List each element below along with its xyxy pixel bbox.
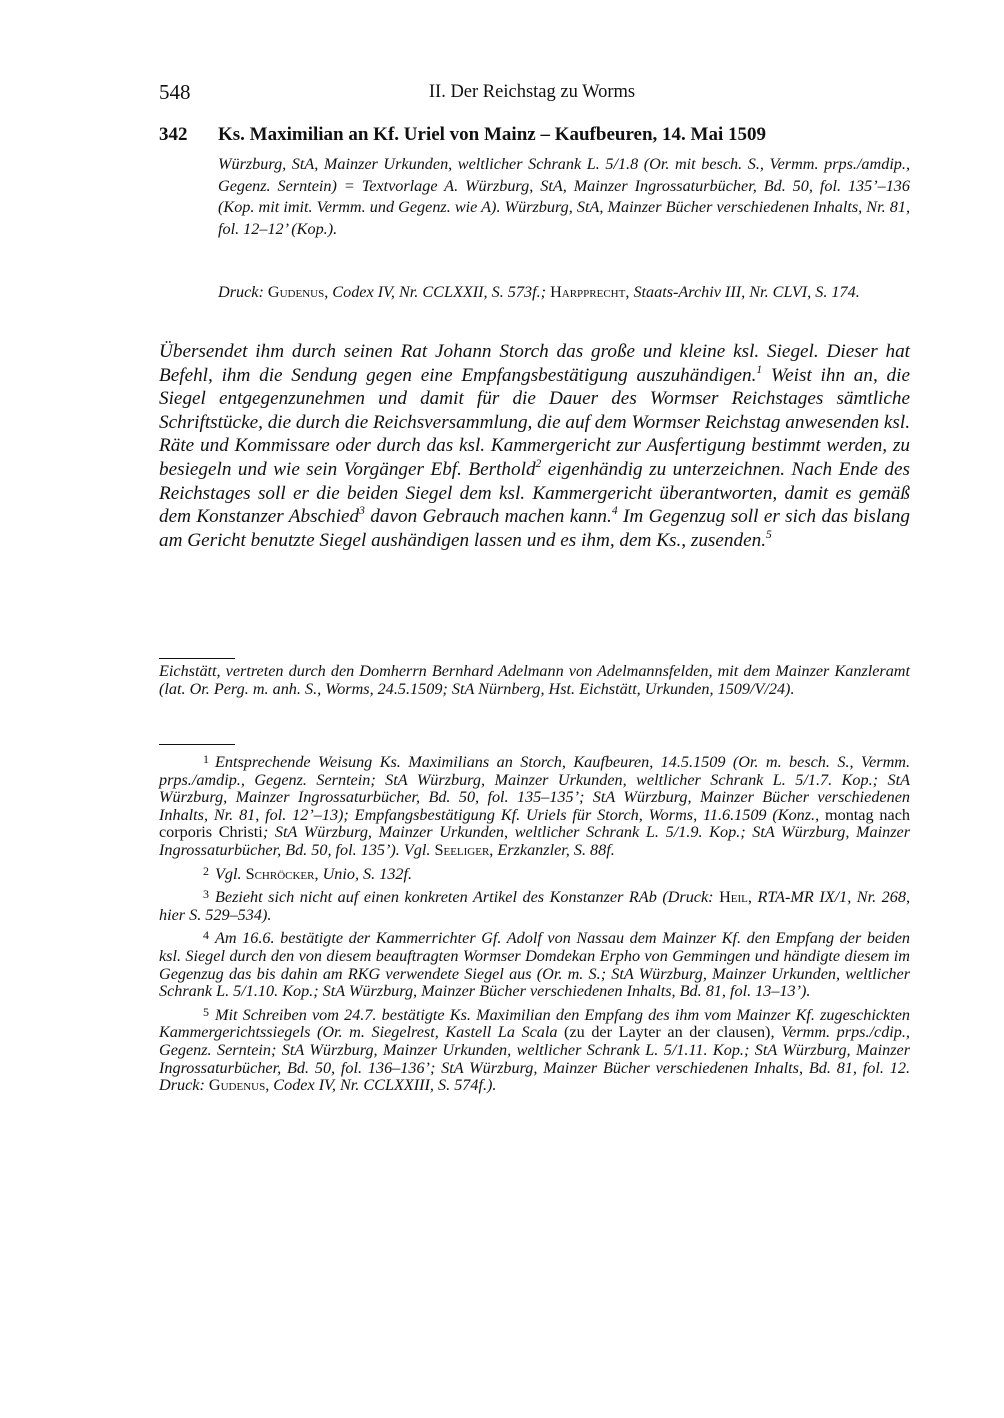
footnote-text: Erzkanzler, S. 88f. — [493, 840, 615, 859]
footnote-text: Vgl. — [215, 864, 246, 883]
footnote-3 — [159, 886, 910, 924]
footnote-mark: 5 — [203, 1004, 209, 1019]
footnote-ref[interactable]: 4 — [611, 505, 618, 518]
footnotes — [159, 751, 910, 1098]
print-references — [218, 282, 910, 304]
print-author: Harpprecht, — [550, 283, 630, 301]
carryover-footnote: Eichstätt, vertreten durch den Domherrn Bernhard Adelmann von Adelmannsfelden, mit dem Mainzer Kanzleramt (lat. Or. Perg. m. anh. S., Worms, 24.5.1509; StA Nürnberg, Hst. Eichstätt, Urkunden, 1509/V/24). — [159, 662, 910, 698]
footnote-mark: 3 — [203, 887, 209, 902]
document-number: 342 — [159, 124, 188, 145]
regest-segment: Im Gegenzug soll er sich das bislang am Gericht benutzte Siegel aushändigen lassen und es ihm, dem Ks., zusenden. — [159, 506, 911, 551]
footnote-quote: (zu der Layter an der clausen) — [557, 1023, 771, 1042]
footnote-ref[interactable]: 5 — [766, 528, 772, 541]
footnote-author: Seeliger, — [434, 840, 494, 859]
footnote-text: Am 16.6. bestätigte der Kammerrichter Gf. Adolf von Nassau dem Mainzer Kf. den Empfang der beiden ksl. Siegel durch den von diesem beauftragten Wormser Domdekan Erpho von Gemmingen und händigte diesem im Gegenzug das bis dahin am RKG verwendete Siegel aus (Or. m. S.; StA Würzburg, Mainzer Urkunden, weltlicher Schrank L. 5/1.10. Kop.; StA Würzburg, Mainzer Bücher verschiedenen Inhalts, Bd. 81, fol. 13–13’). — [159, 929, 910, 1001]
print-author: Gudenus, — [267, 283, 329, 301]
footnote-author: Heil, — [719, 888, 752, 907]
regest-segment: eigenhändig zu unterzeichnen. Nach Ende des Reichstages soll er die beiden Siegel dem ksl. Kammergericht überantworten, damit es gemäß dem Konstanzer Abschied — [159, 458, 911, 528]
regest-segment: davon Gebrauch machen kann. — [364, 506, 612, 528]
footnote-ref[interactable]: 1 — [756, 363, 763, 376]
regest-text — [159, 340, 910, 552]
page-number: 548 — [159, 80, 191, 104]
footnote-4 — [159, 927, 910, 1000]
running-head: II. Der Reichstag zu Worms — [428, 82, 636, 102]
footnote-text: RTA-MR IX/1, Nr. 268, hier S. 529–534). — [159, 888, 910, 924]
footnote-mark: 4 — [203, 928, 209, 943]
footnote-text: Mit Schreiben vom 24.7. bestätigte Ks. Maximilian den Empfang des ihm vom Mainzer Kf. zugeschickten Kammergerichtssiegels (Or. m. Siegelrest, Kastell La Scala — [159, 1005, 910, 1042]
footnote-text: Codex IV, Nr. CCLXXIII, S. 574f.). — [269, 1076, 497, 1095]
footnote-mark: 1 — [203, 752, 209, 766]
footnote-quote: montag nach corporis Christi — [159, 805, 910, 842]
footnote-text: Unio, S. 132f. — [318, 864, 413, 883]
print-reference: Codex IV, Nr. CCLXXII, S. 573f.; — [332, 283, 547, 301]
print-reference: Staats-Archiv III, Nr. CLVI, S. 174. — [633, 283, 860, 301]
regest-segment: Weist ihn an, die Siegel entgegenzunehmen und damit für die Dauer des Wormser Reichstages sämtliche Schriftstücke, die durch die Reichsversammlung, die auf dem Wormser Reichstag anwesenden ksl. Räte und Kommissare oder durch das ksl. Kammergericht zur Ausfertigung bestimmt werden, zu besiegeln und wie sein Vorgänger Ebf. Berthold — [159, 364, 910, 480]
footnote-divider — [159, 658, 235, 659]
source-apparatus: Würzburg, StA, Mainzer Urkunden, weltlicher Schrank L. 5/1.8 (Or. mit besch. S., Vermm. prps./amdip., Gegenz. Serntein) = Textvorlage A. Würzburg, StA, Mainzer Ingrossaturbücher, Bd. 50, fol. 135’–136 (Kop. mit imit. Vermm. und Gegenz. wie A). Würzburg, StA, Mainzer Bücher verschiedenen Inhalts, Nr. 81, fol. 12–12’ (Kop.). — [218, 155, 910, 238]
footnote-author: Schröcker, — [245, 864, 319, 883]
document-title: Ks. Maximilian an Kf. Uriel von Mainz – Kaufbeuren, 14. Mai 1509 — [218, 124, 767, 145]
footnote-mark: 2 — [203, 863, 209, 878]
footnote-ref[interactable]: 2 — [535, 457, 542, 470]
footnote-1 — [159, 751, 910, 860]
footnote-5 — [159, 1004, 910, 1095]
footnote-ref[interactable]: 3 — [359, 505, 365, 518]
regest-segment: Übersendet ihm durch seinen Rat Johann Storch das große und kleine ksl. Siegel. Dieser hat Befehl, ihm die Sendung gegen eine Empfangsbestätigung auszuhändigen. — [159, 341, 910, 386]
footnote-author: Gudenus, — [208, 1076, 270, 1095]
footnote-text: ; StA Würzburg, Mainzer Urkunden, weltlicher Schrank L. 5/1.9. Kop.; StA Würzburg, Mainzer Ingrossaturbücher, Bd. 50, fol. 135’). Vgl. — [159, 823, 910, 859]
footnote-2 — [159, 863, 910, 884]
footnote-text: Bezieht sich nicht auf einen konkreten Artikel des Konstanzer RAb (Druck: — [215, 888, 720, 907]
footnote-divider — [159, 744, 235, 745]
print-label: Druck: — [218, 283, 264, 301]
footnote-text: , Vermm. prps./cdip., Gegenz. Serntein; StA Würzburg, Mainzer Urkunden, weltlicher Schrank L. 5/1.11. Kop.; StA Würzburg, Mainzer Ingrossaturbücher, Bd. 50, fol. 136–136’; StA Würzburg, Mainzer Bücher verschiedenen Inhalts, Bd. 81, fol. 12. Druck: — [159, 1023, 910, 1095]
footnote-text: Entsprechende Weisung Ks. Maximilians an Storch, Kaufbeuren, 14.5.1509 (Or. m. besch. S., Vermm. prps./amdip., Gegenz. Serntein; StA Würzburg, Mainzer Urkunden, weltlicher Schrank L. 5/1.7. Kop.; StA Würzburg, Mainzer Ingrossaturbücher, Bd. 50, fol. 135–135’; StA Würzburg, Mainzer Bücher verschiedenen Inhalts, Nr. 81, fol. 12’–13); Empfangsbestätigung Kf. Uriels für Storch, Worms, 11.6.1509 (Konz., — [159, 753, 910, 824]
